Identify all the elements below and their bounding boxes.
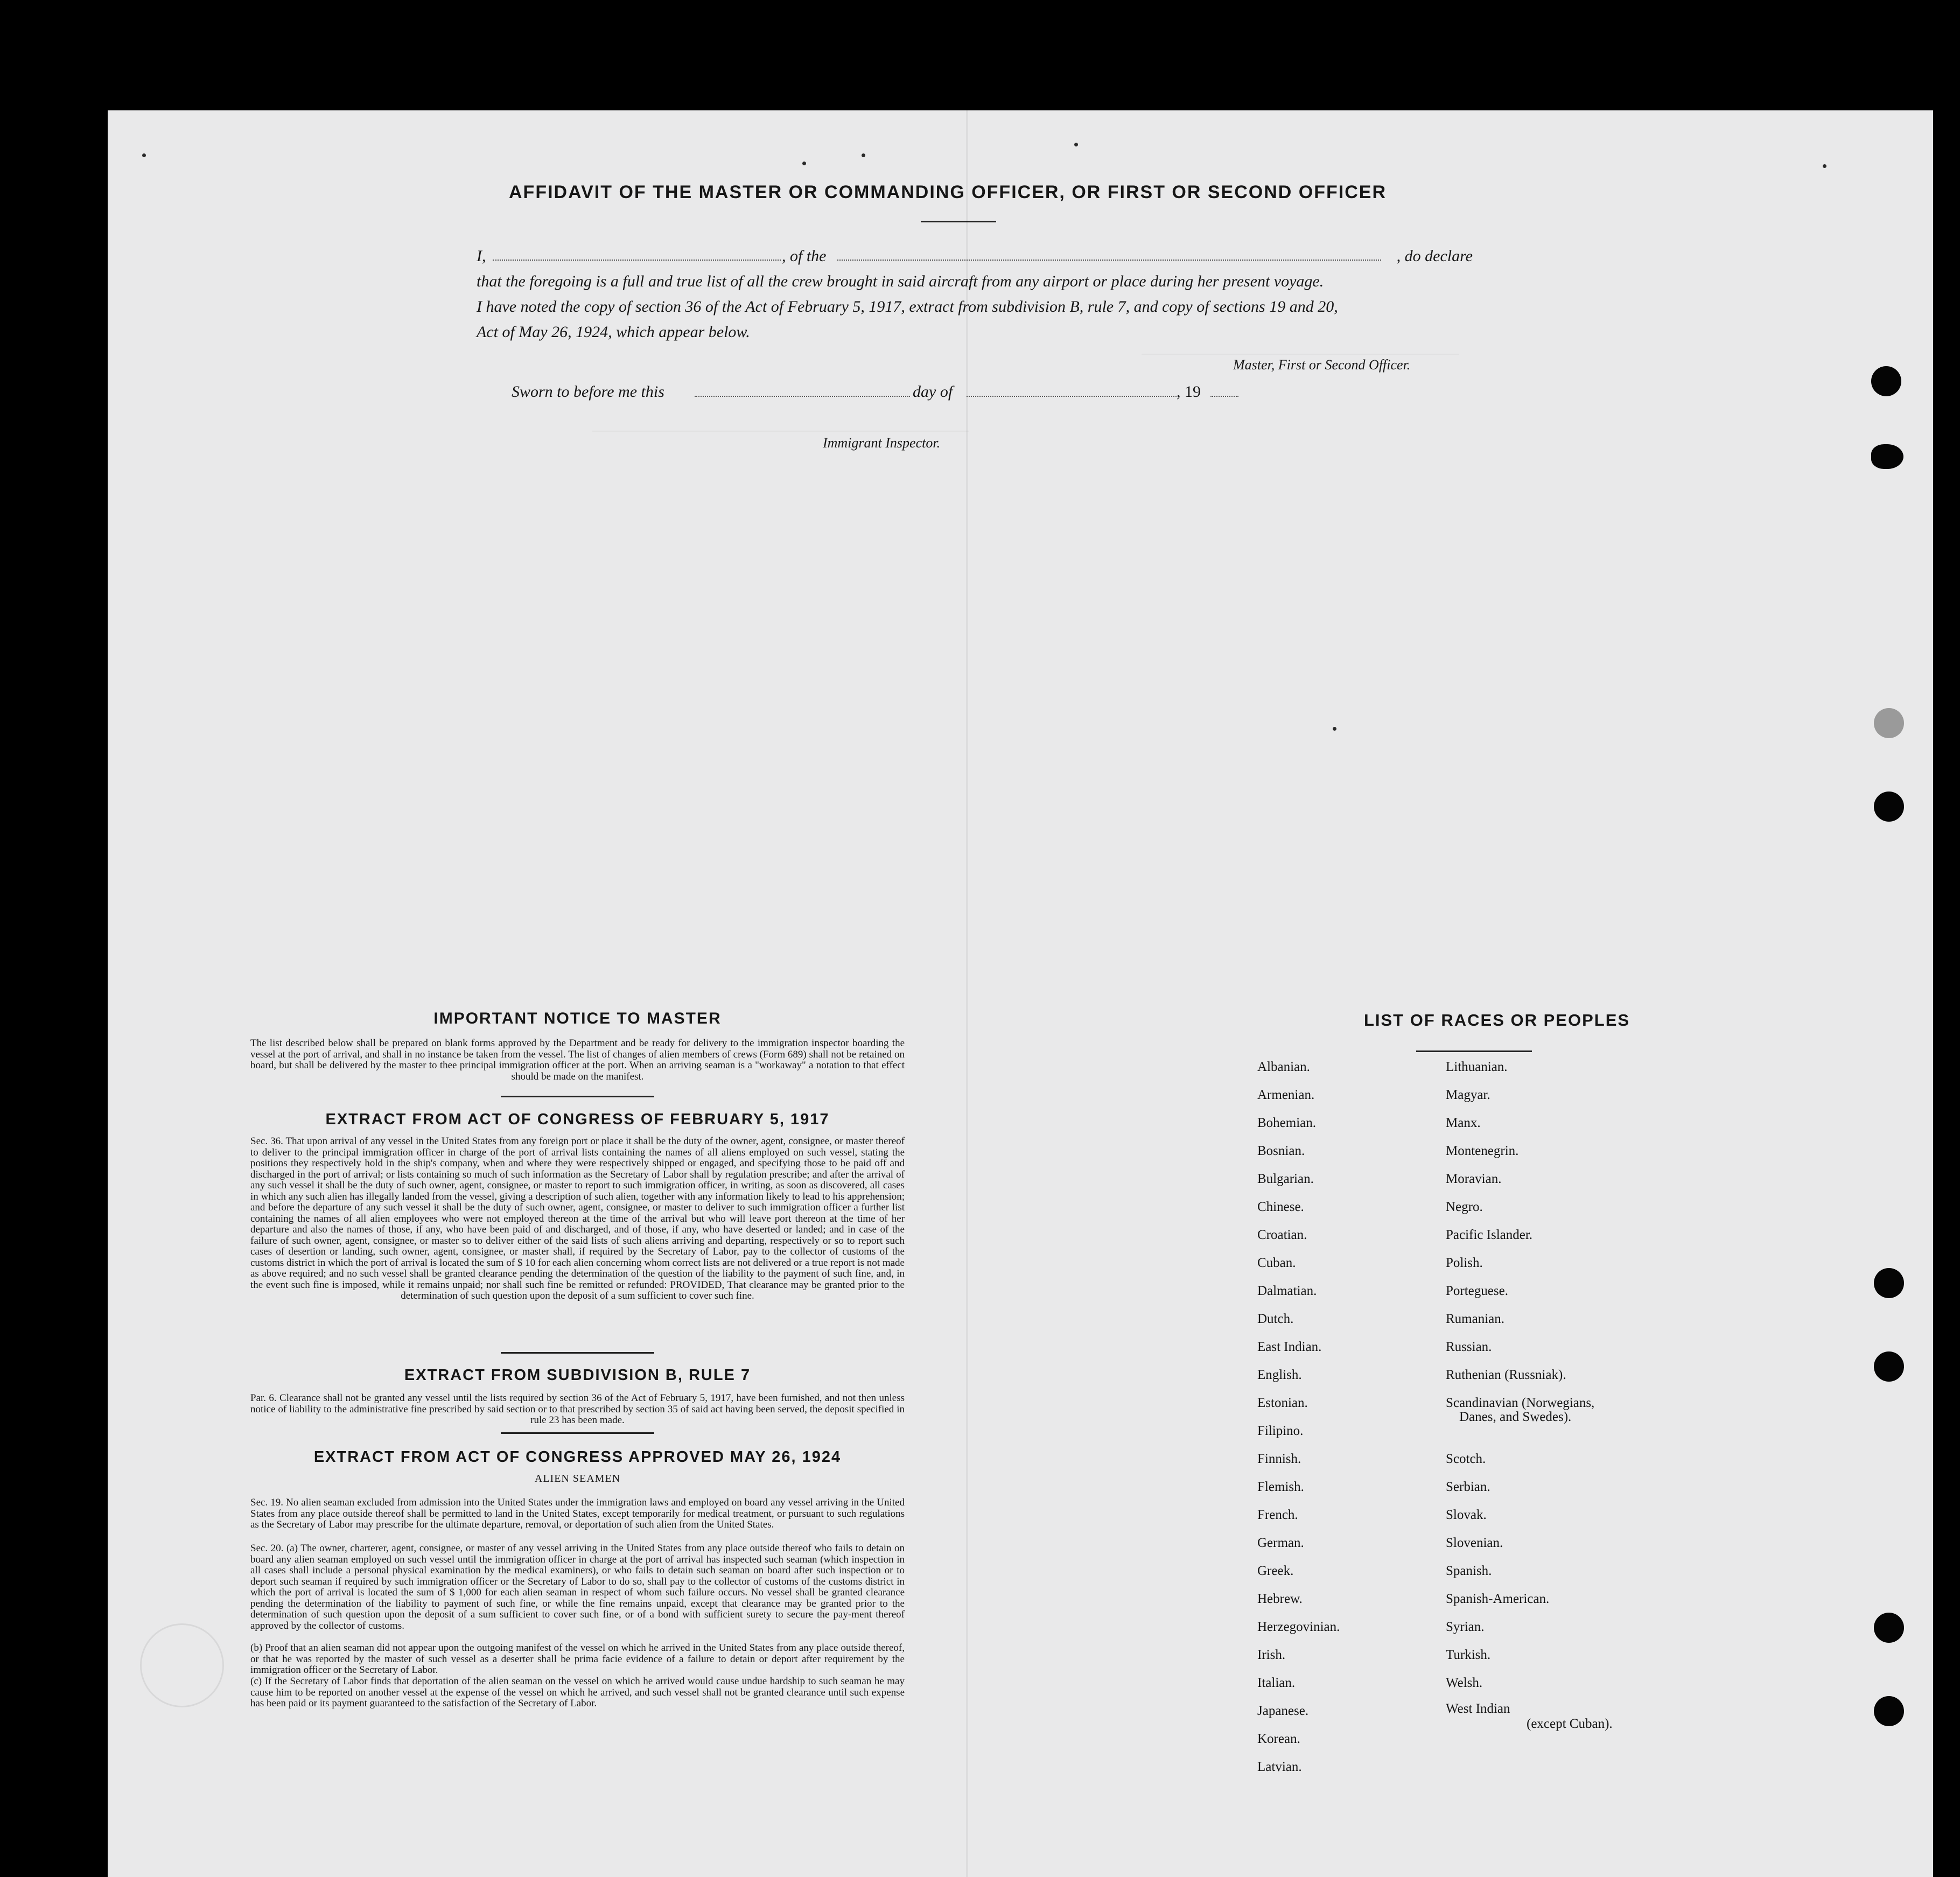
punch-hole — [1874, 1613, 1904, 1643]
race-item: Ruthenian (Russniak). — [1446, 1368, 1566, 1382]
master-signature-label: Master, First or Second Officer. — [1233, 357, 1411, 373]
race-item: West Indian — [1446, 1701, 1510, 1716]
race-item: Croatian. — [1257, 1228, 1307, 1242]
race-item: Welsh. — [1446, 1676, 1483, 1690]
race-item: East Indian. — [1257, 1340, 1322, 1354]
race-item: Serbian. — [1446, 1480, 1490, 1494]
race-item: Bohemian. — [1257, 1116, 1317, 1130]
race-item: Polish. — [1446, 1256, 1483, 1270]
day-of-label: day of — [913, 383, 953, 401]
punch-hole — [1874, 708, 1904, 738]
document-page — [108, 110, 1933, 1877]
race-item: Rumanian. — [1446, 1312, 1505, 1326]
race-item: Slovak. — [1446, 1508, 1487, 1522]
race-item: Armenian. — [1257, 1088, 1315, 1102]
punch-hole — [1871, 444, 1903, 469]
sworn-day-field[interactable] — [695, 396, 910, 397]
race-item: Magyar. — [1446, 1088, 1490, 1102]
race-item: Irish. — [1257, 1648, 1286, 1662]
punch-hole — [1871, 366, 1901, 396]
sworn-year-field[interactable] — [1210, 396, 1238, 397]
race-item: Hebrew. — [1257, 1592, 1303, 1606]
race-item: Dutch. — [1257, 1312, 1294, 1326]
speck — [802, 162, 806, 165]
punch-hole — [1874, 1268, 1904, 1298]
race-item: Scandinavian (Norwegians, — [1446, 1396, 1595, 1410]
race-item: Estonian. — [1257, 1396, 1308, 1410]
alien-seamen-subtitle: ALIEN SEAMEN — [534, 1473, 621, 1484]
extract-rule7-title: EXTRACT FROM SUBDIVISION B, RULE 7 — [404, 1367, 751, 1384]
i-label: I, — [477, 247, 486, 265]
race-item: Lithuanian. — [1446, 1060, 1508, 1074]
race-item: Danes, and Swedes). — [1459, 1410, 1572, 1424]
of-the-label: , of the — [782, 247, 827, 265]
race-item: Pacific Islander. — [1446, 1228, 1533, 1242]
notice-title: IMPORTANT NOTICE TO MASTER — [433, 1010, 722, 1027]
race-item: Montenegrin. — [1446, 1144, 1519, 1158]
extract-1917-title: EXTRACT FROM ACT OF CONGRESS OF FEBRUARY 5, 1917 — [325, 1111, 830, 1128]
sworn-month-field[interactable] — [967, 396, 1177, 397]
race-item: English. — [1257, 1368, 1302, 1382]
extract-1924-title: EXTRACT FROM ACT OF CONGRESS APPROVED MAY 26, 1924 — [313, 1448, 842, 1466]
race-item: Chinese. — [1257, 1200, 1304, 1214]
do-declare-label: , do declare — [1396, 247, 1473, 265]
speck — [862, 153, 865, 157]
races-rule — [1416, 1050, 1532, 1052]
vessel-field[interactable] — [837, 260, 1381, 261]
speck — [142, 153, 146, 157]
speck — [1333, 727, 1336, 731]
race-item: German. — [1257, 1536, 1304, 1550]
year-label: , 19 — [1177, 383, 1201, 401]
race-item: Flemish. — [1257, 1480, 1304, 1494]
race-item: Albanian. — [1257, 1060, 1310, 1074]
sec20b-text: (b) Proof that an alien seaman did not appear upon the outgoing manifest of the vessel on which he arrived in the United States from any place outside thereof, or that he was reported by the master of such vessel as a deserter shall be prima facie evidence of a failure to detain or deport after requirement by the immigration officer or the Secretary of Labor. — [250, 1642, 905, 1676]
name-field[interactable] — [493, 260, 781, 261]
inspector-label: Immigrant Inspector. — [823, 435, 941, 451]
race-item: Herzegovinian. — [1257, 1620, 1340, 1634]
race-item: Porteguese. — [1446, 1284, 1508, 1298]
affidavit-line: I have noted the copy of section 36 of the Act of February 5, 1917, extract from subdivision B, rule 7, and copy of sections 19 and 20, — [477, 298, 1338, 316]
extract-rule7-text: Par. 6. Clearance shall not be granted any vessel until the lists required by section 36 of the Act of February 5, 1917, have been furnished, and not then unless notice of liability to the administrative fine prescribed by said section or to that prescribed by section 35 of said act having been served, the deposit specified in rule 23 has been made. — [250, 1392, 905, 1426]
race-item: Syrian. — [1446, 1620, 1485, 1634]
race-item: Negro. — [1446, 1200, 1483, 1214]
race-item: Japanese. — [1257, 1704, 1309, 1718]
punch-hole — [1874, 1351, 1904, 1382]
speck — [1823, 164, 1826, 168]
race-item: Russian. — [1446, 1340, 1492, 1354]
race-item: Spanish. — [1446, 1564, 1492, 1578]
race-item: Spanish-American. — [1446, 1592, 1550, 1606]
notice-text: The list described below shall be prepared on blank forms approved by the Department and be ready for delivery to the immigration inspector boarding the vessel at the port of arrival, and shall in no instance be taken from the vessel. The list of changes of alien members of crews (Form 689) shall not be retained on board, but shall be delivered by the master to thee principal immigration officer at the port. When an arriving seaman is a "workaway" a notation to that effect should be made on the manifest. — [250, 1038, 905, 1082]
race-item: Italian. — [1257, 1676, 1296, 1690]
section-rule — [501, 1432, 654, 1434]
affidavit-line: that the foregoing is a full and true list of all the crew brought in said aircraft from any airport or place during her present voyage. — [477, 272, 1324, 290]
sec20a-text: Sec. 20. (a) The owner, charterer, agent, consignee, or master of any vessel arriving in the United States from any place outside thereof who fails to detain on board any alien seaman employed on such vessel until the immigration officer in charge at the port of arrival has inspected such seaman (which inspection in all cases shall include a personal physical examination by the medical examiners), or who fails to detain such seaman on board after such inspection or to deport such seaman if required by such immigration officer or the Secretary of Labor to do so, shall pay to the collector of customs of the customs district in which the port of arrival is located the sum of $ 1,000 for each alien seaman in respect of whom such failure occurs. No vessel shall be granted clearance pending the determination of the liability to payment of such fine, or while the fine remains unpaid, except that clearance may be granted prior to the determination of such question upon the deposit of a sum sufficient to cover such fine, or of a bond with sufficient surety to secure the pay-ment thereof approved by the collector of customs. — [250, 1543, 905, 1631]
section-rule — [501, 1096, 654, 1097]
affidavit-line: Act of May 26, 1924, which appear below. — [477, 323, 750, 341]
race-item: Cuban. — [1257, 1256, 1296, 1270]
punch-hole — [1874, 1696, 1904, 1726]
races-title: LIST OF RACES OR PEOPLES — [1363, 1011, 1630, 1029]
sec19-text: Sec. 19. No alien seaman excluded from admission into the United States under the immigration laws and employed on board any vessel arriving in the United States from any place outside thereof shall be permitted to land in the United States, except temporarily for medical treatment, or pursuant to such regulations as the Secretary of Labor may prescribe for the ultimate departure, removal, or deportation of such alien from the United States. — [250, 1497, 905, 1530]
race-item: Finnish. — [1257, 1452, 1301, 1466]
race-item: Moravian. — [1446, 1172, 1502, 1186]
section-rule — [501, 1352, 654, 1354]
race-item: Bosnian. — [1257, 1144, 1305, 1158]
speck — [1074, 143, 1078, 146]
race-item: Manx. — [1446, 1116, 1481, 1130]
affidavit-body — [477, 243, 1473, 345]
race-item: Slovenian. — [1446, 1536, 1503, 1550]
race-item: French. — [1257, 1508, 1298, 1522]
punch-hole — [1874, 792, 1904, 822]
race-item: Filipino. — [1257, 1424, 1304, 1438]
race-item: Latvian. — [1257, 1760, 1302, 1774]
faint-stamp — [140, 1623, 224, 1707]
race-item: Scotch. — [1446, 1452, 1486, 1466]
affidavit-title: AFFIDAVIT OF THE MASTER OR COMMANDING OFFICER, OR FIRST OR SECOND OFFICER — [509, 182, 1387, 202]
race-item: (except Cuban). — [1527, 1717, 1613, 1731]
title-rule — [921, 221, 996, 222]
race-item: Bulgarian. — [1257, 1172, 1314, 1186]
extract-1917-text: Sec. 36. That upon arrival of any vessel in the United States from any foreign port or place it shall be the duty of the owner, agent, consignee, or master thereof to deliver to the principal immigration officer in charge of the port of arrival lists containing the names of all aliens employed on such vessel, stating the positions they respectively hold in the ship's company, when and where they were respectively shipped or engaged, and specifying those to be paid off and discharged in the port of arrival; or lists containing so much of such information as the Secretary of Labor shall by regulation prescribe; and after the arrival of any such vessel it shall be the duty of such owner, agent, consignee, or master to report to such immigration officer, in writing, as soon as discovered, all cases in which any such alien has illegally landed from the vessel, giving a description of such alien, together with any information likely to lead to his apprehension; and before the departure of any such vessel it shall be the duty of such owner, agent, consignee, or master to deliver to such immigration officer a further list containing the names of all alien employees who were not employed thereon at the time of the arrival but who will leave port thereon at the time of her departure and also the names of those, if any, who have been paid of and discharged, and of those, if any, who have deserted or landed; and in case of the failure of such owner, agent, consignee, or master so to deliver either of the said lists of such aliens arriving and departing, respectively or so to report such cases of desertion or landing, such owner, agent, consignee, or master shall, if required by the Secretary of Labor, pay to the collector of customs of the customs district in which the port of arrival is located the sum of $ 10 for each alien concerning whom correct lists are not delivered or a true report is not made as above required; and no such vessel shall be granted clearance pending the determination of the question of the liability to the payment of such fine, and, in the event such fine is imposed, while it remains unpaid; nor shall such fine be remitted or refunded: PROVIDED, That clearance may be granted prior to the determination of such question upon the deposit of a sum sufficient to cover such fine. — [250, 1136, 905, 1301]
race-item: Dalmatian. — [1257, 1284, 1317, 1298]
race-item: Korean. — [1257, 1732, 1300, 1746]
race-item: Turkish. — [1446, 1648, 1491, 1662]
race-item: Greek. — [1257, 1564, 1294, 1578]
sworn-label: Sworn to before me this — [512, 383, 664, 401]
declaration-line — [477, 243, 1473, 269]
sec20c-text: (c) If the Secretary of Labor finds that deportation of the alien seaman on the vessel on which he arrived would cause undue hardship to such seaman he may cause him to be reported on another vessel at the expense of the vessel on which he arrived, and such vessel shall not be granted clearance until such expense has been paid or its payment guaranteed to the satisfaction of the Secretary of Labor. — [250, 1676, 905, 1709]
